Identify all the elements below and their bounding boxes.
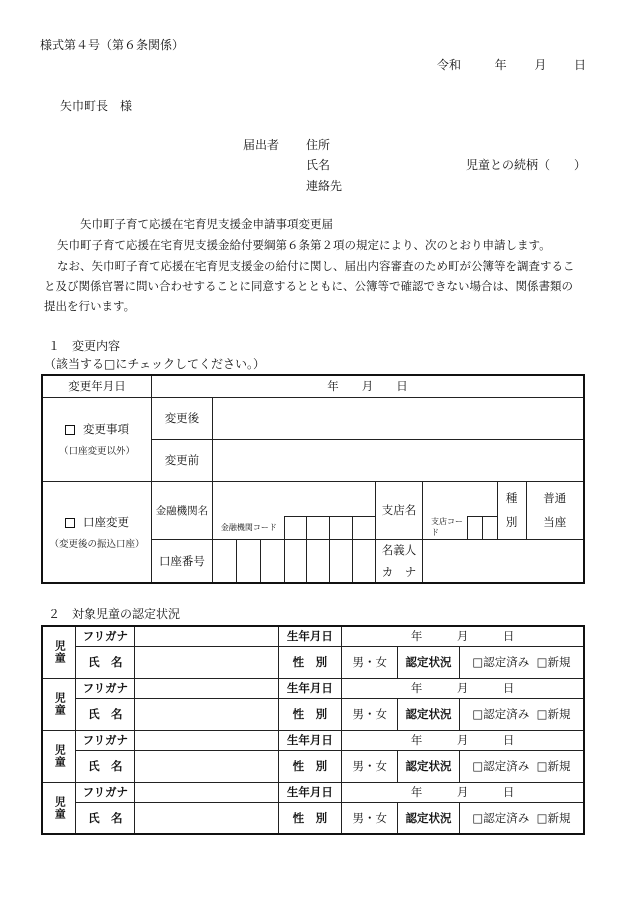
type-label-2: 別 (505, 515, 518, 529)
section-1-heading: １ 変更内容 (48, 339, 121, 353)
change-item-label: 変更事項 (83, 422, 130, 436)
sex-options[interactable]: 男・女 (342, 750, 398, 782)
change-date-value[interactable]: 年 月 日 (152, 375, 584, 397)
body-paragraph-2-line-2: と及び関係官署に問い合わせすることに同意するとともに、公簿等で確認できない場合は、関係書類の (44, 279, 573, 293)
furigana-field[interactable] (135, 730, 278, 750)
status-options[interactable] (459, 750, 584, 782)
dob-field[interactable]: 年 月 日 (342, 626, 584, 646)
status-label: 認定状況 (398, 802, 460, 834)
sex-options[interactable]: 男・女 (342, 698, 398, 730)
account-number-digit[interactable] (260, 539, 284, 583)
status-new-option[interactable]: □新規 (536, 655, 571, 669)
child-name-field[interactable] (135, 750, 278, 782)
date-day: 日 (574, 58, 587, 72)
bank-code-digit[interactable] (284, 516, 307, 539)
furigana-field[interactable] (135, 678, 278, 698)
branch-name-field[interactable] (423, 481, 498, 516)
after-value-field[interactable] (212, 397, 584, 439)
holder-label-2: カ ナ (381, 564, 417, 579)
branch-code-label: 支店コード (423, 516, 468, 539)
account-change-note: （変更後の振込口座） (49, 538, 145, 550)
account-change-checkbox[interactable] (65, 518, 75, 528)
section-2-heading: ２ 対象児童の認定状況 (48, 607, 181, 621)
change-item-checkbox[interactable] (65, 425, 75, 435)
account-number-digit[interactable] (284, 539, 307, 583)
before-label: 変更前 (152, 439, 213, 481)
change-details-table (41, 374, 585, 584)
status-options[interactable] (459, 698, 584, 730)
status-done-option[interactable]: □認定済み (472, 810, 530, 825)
change-date-label: 変更年月日 (42, 375, 152, 397)
type-value-1: 普通 (543, 491, 567, 505)
account-holder-field[interactable] (423, 539, 585, 583)
child-name-label: 氏 名 (76, 646, 135, 678)
account-number-digit[interactable] (307, 539, 330, 583)
status-done-option[interactable]: □認定済み (472, 655, 530, 669)
child-label: 児童 (42, 678, 76, 730)
child-label: 児童 (42, 730, 76, 782)
account-number-label: 口座番号 (152, 539, 213, 583)
body-paragraph-2-line-1: なお、矢巾町子育て応援在宅育児支援金の給付に関し、届出内容審査のため町が公簿等を調査するこ (57, 259, 575, 273)
bank-name-label: 金融機関名 (152, 481, 213, 539)
applicant-name-label: 氏名 (306, 158, 331, 172)
dob-field[interactable]: 年 月 日 (342, 730, 584, 750)
child-name-field[interactable] (135, 646, 278, 678)
dob-label: 生年月日 (278, 626, 342, 646)
bank-code-digit[interactable] (330, 516, 353, 539)
dob-field[interactable]: 年 月 日 (342, 678, 584, 698)
body-paragraph-2-line-3: 提出を行います。 (44, 299, 136, 313)
bank-code-label: 金融機関コード (212, 516, 284, 539)
child-name-label: 氏 名 (76, 750, 135, 782)
child-label: 児童 (42, 782, 76, 834)
account-change-cell (42, 481, 152, 583)
dob-field[interactable]: 年 月 日 (342, 782, 584, 802)
furigana-label: フリガナ (76, 678, 135, 698)
children-status-table (41, 625, 585, 835)
document-title: 矢巾町子育て応援在宅育児支援金申請事項変更届 (80, 217, 333, 231)
type-label-1: 種 (505, 491, 518, 505)
dob-label: 生年月日 (278, 782, 342, 802)
before-value-field[interactable] (212, 439, 584, 481)
furigana-label: フリガナ (76, 782, 135, 802)
date-line (437, 58, 586, 72)
addressee: 矢巾町長 様 (60, 99, 133, 113)
status-new-option[interactable]: □新規 (536, 810, 571, 825)
sex-options[interactable]: 男・女 (342, 646, 398, 678)
date-year: 年 (494, 58, 507, 72)
dob-label: 生年月日 (278, 730, 342, 750)
applicant-contact-label: 連絡先 (306, 179, 343, 193)
branch-code-digit[interactable] (467, 516, 482, 539)
applicant-address-label: 住所 (306, 138, 331, 152)
furigana-label: フリガナ (76, 730, 135, 750)
relationship-label: 児童との続柄（ ） (466, 158, 587, 172)
sex-label: 性 別 (278, 698, 342, 730)
account-number-digit[interactable] (330, 539, 353, 583)
type-options[interactable] (526, 481, 584, 539)
account-number-digit[interactable] (353, 539, 376, 583)
status-options[interactable] (459, 646, 584, 678)
date-era: 令和 (437, 58, 462, 72)
child-name-label: 氏 名 (76, 698, 135, 730)
account-change-label: 口座変更 (83, 514, 130, 529)
sex-label: 性 別 (278, 802, 342, 834)
sex-options[interactable]: 男・女 (342, 802, 398, 834)
account-holder-label (376, 539, 423, 583)
branch-label: 支店名 (376, 481, 423, 539)
child-label: 児童 (42, 626, 76, 678)
child-name-field[interactable] (135, 698, 278, 730)
change-item-note: （口座変更以外） (59, 446, 136, 457)
status-label: 認定状況 (398, 698, 460, 730)
bank-code-digit[interactable] (307, 516, 330, 539)
child-name-field[interactable] (135, 802, 278, 834)
sex-label: 性 別 (278, 646, 342, 678)
account-number-digit[interactable] (236, 539, 260, 583)
sex-label: 性 別 (278, 750, 342, 782)
status-label: 認定状況 (398, 646, 460, 678)
holder-label-1: 名義人 (381, 542, 417, 557)
status-done-option[interactable]: □認定済み (472, 759, 530, 773)
child-name-label: 氏 名 (76, 802, 135, 834)
section-1-instruction: （該当する□にチェックしてください。） (44, 357, 265, 371)
account-number-digit[interactable] (212, 539, 236, 583)
status-label: 認定状況 (398, 750, 460, 782)
change-item-cell (42, 397, 152, 481)
status-options[interactable] (459, 802, 584, 834)
furigana-field[interactable] (135, 782, 278, 802)
bank-code-digit[interactable] (353, 516, 376, 539)
furigana-label: フリガナ (76, 626, 135, 646)
status-new-option[interactable]: □新規 (536, 707, 571, 721)
bank-name-field[interactable] (212, 481, 375, 516)
branch-code-digit[interactable] (482, 516, 497, 539)
dob-label: 生年月日 (278, 678, 342, 698)
status-done-option[interactable]: □認定済み (472, 707, 530, 721)
body-paragraph-1: 矢巾町子育て応援在宅育児支援金給付要綱第６条第２項の規定により、次のとおり申請します。 (57, 238, 551, 252)
applicant-label: 届出者 (243, 138, 280, 152)
date-month: 月 (534, 58, 547, 72)
type-label (497, 481, 526, 539)
after-label: 変更後 (152, 397, 213, 439)
type-value-2: 当座 (543, 515, 567, 529)
form-number: 様式第４号（第６条関係） (40, 38, 185, 52)
furigana-field[interactable] (135, 626, 278, 646)
status-new-option[interactable]: □新規 (536, 759, 571, 773)
